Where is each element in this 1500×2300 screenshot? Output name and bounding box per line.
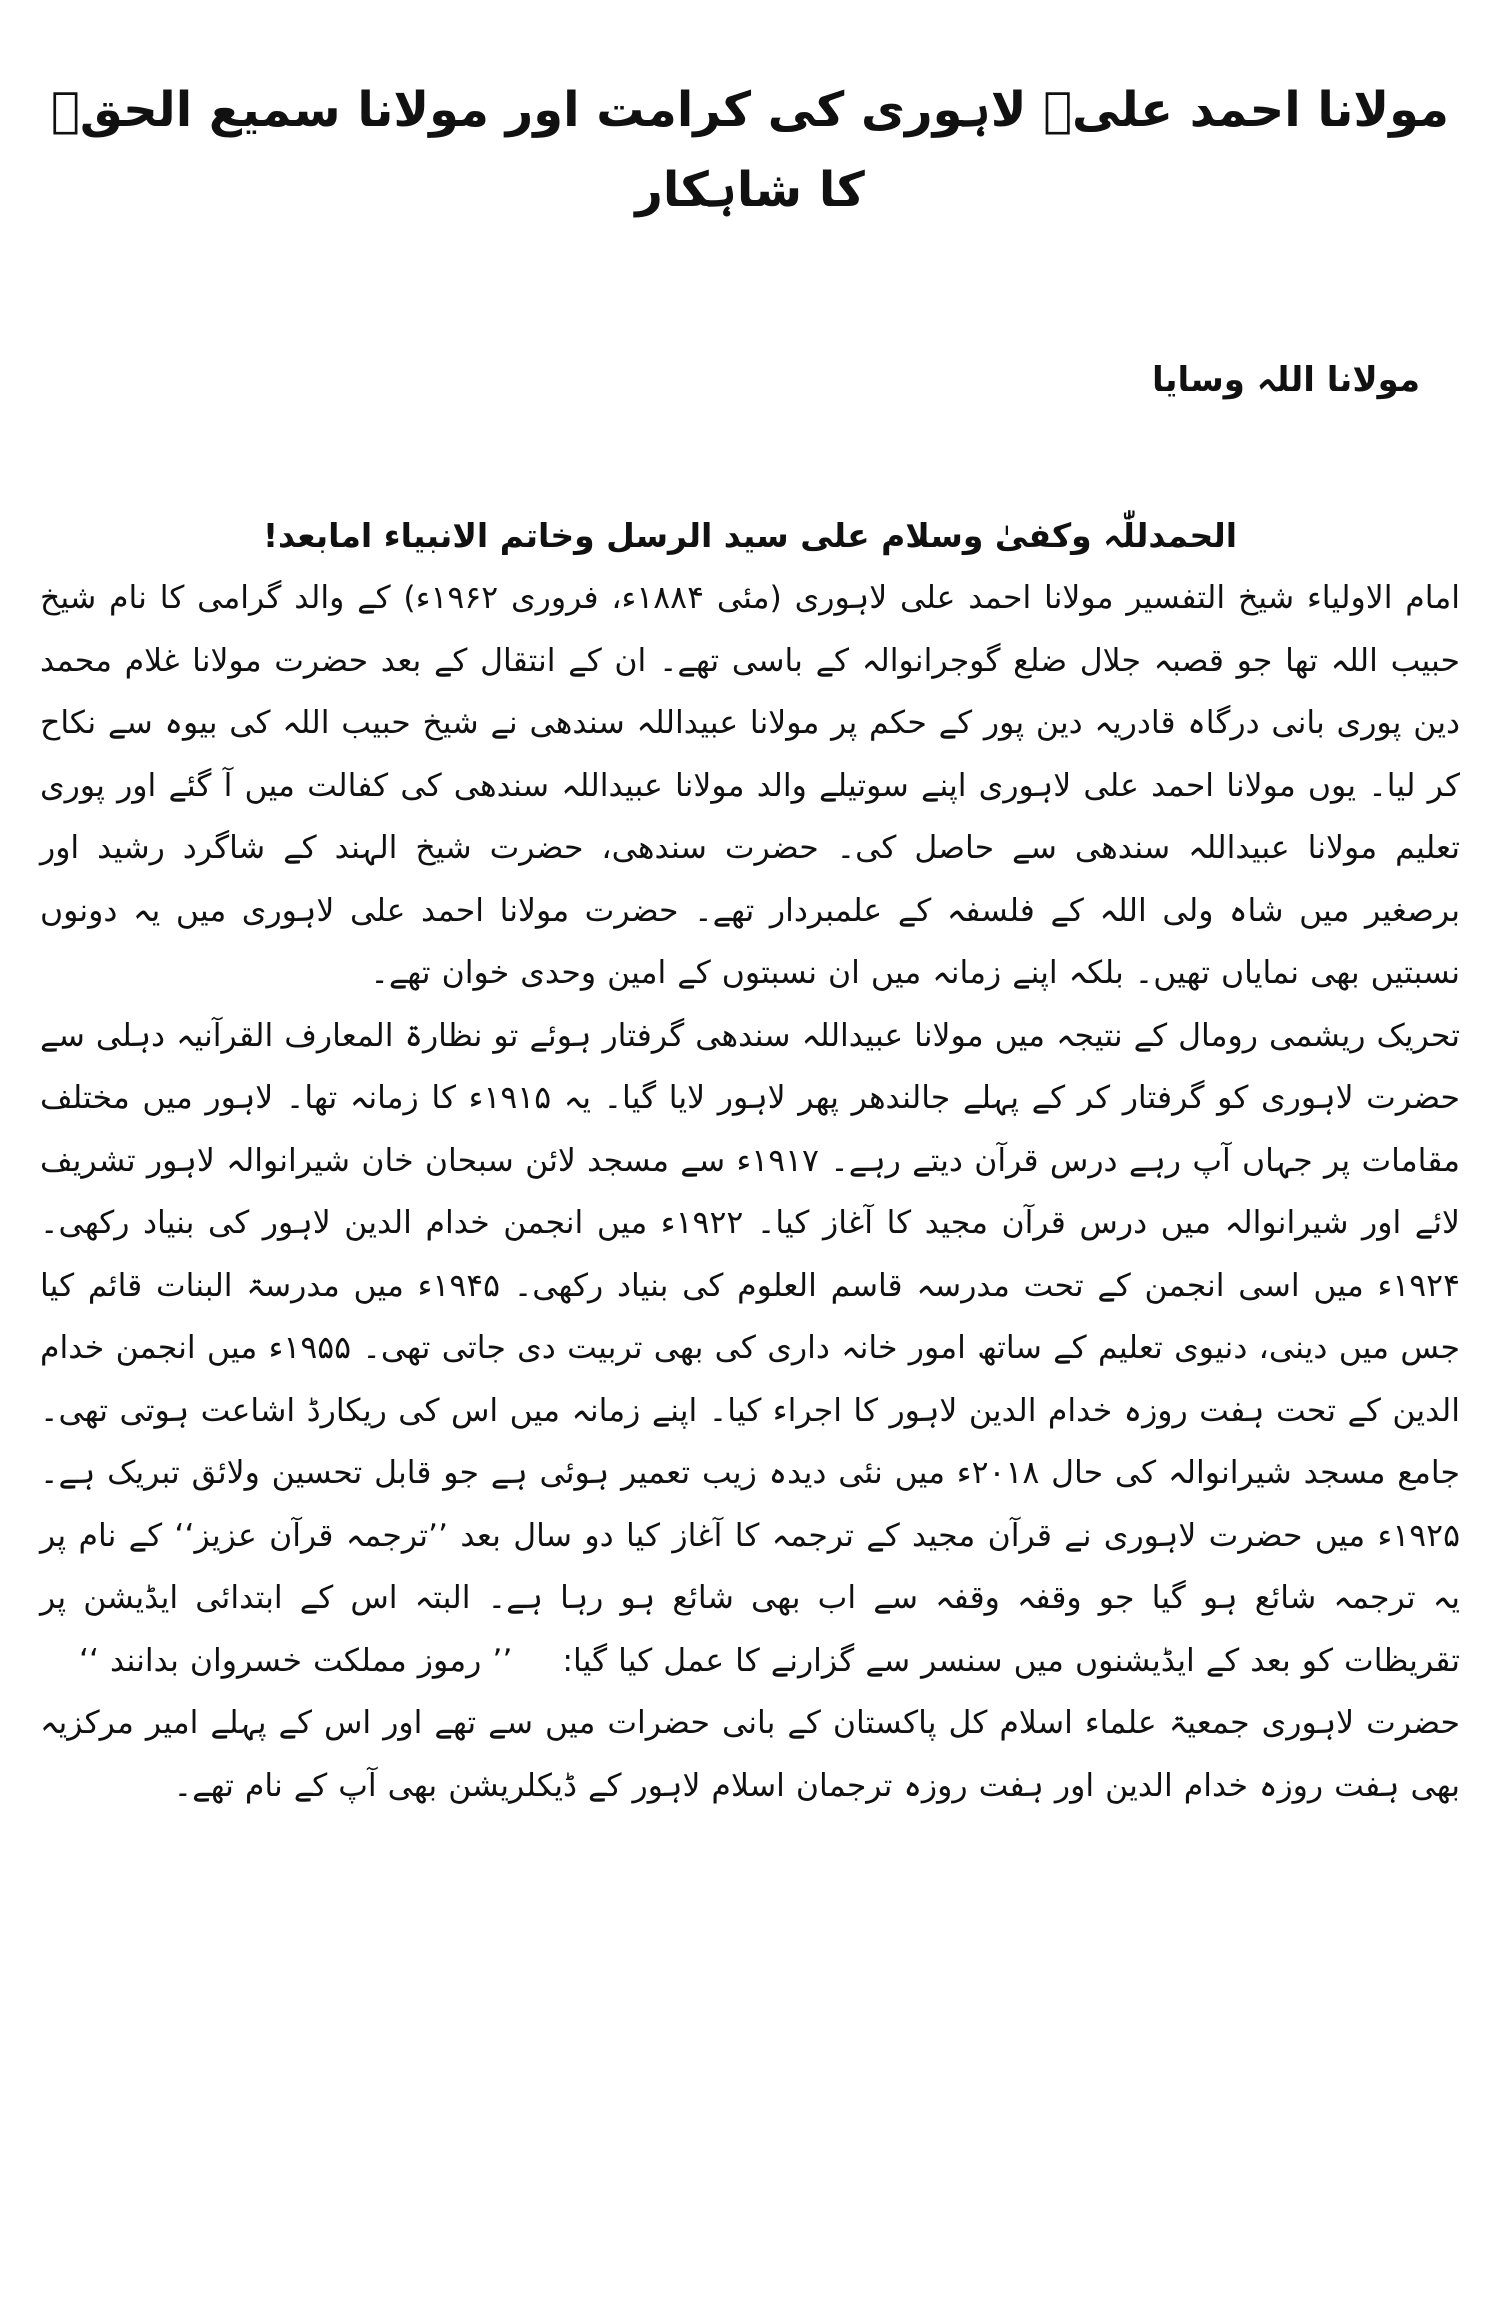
paragraph-text: تحریک ریشمی رومال کے نتیجہ میں مولانا عبیداللہ سندھی گرفتار ہوئے تو نظارۃ المعارف القرآنیہ دہلی سے حضرت لاہوری کو گرفتار کر کے پہلے جالندھر پھر لاہور لایا گیا۔ یہ ۱۹۱۵ء کا زمانہ تھا۔ لاہور میں مختلف مقامات پر جہاں آپ رہے درس قرآن دیتے رہے۔ ۱۹۱۷ء سے مسجد لائن سبحان خان شیرانوالہ لاہور تشریف لائے اور شیرانوالہ میں درس قرآن مجید کا آغاز کیا۔ ۱۹۲۲ء میں انجمن خدام الدین لاہور کی بنیاد رکھی۔ ۱۹۲۴ء میں اسی انجمن کے تحت مدرسہ قاسم العلوم کی بنیاد رکھی۔ ۱۹۴۵ء میں مدرسۃ البنات قائم کیا جس میں دینی، دنیوی تعلیم کے ساتھ امور خانہ داری کی بھی تربیت دی جاتی تھی۔ ۱۹۵۵ء میں انجمن خدام الدین کے تحت ہفت روزہ خدام الدین لاہور کا اجراء کیا۔ اپنے زمانہ میں اس کی ریکارڈ اشاعت ہوتی تھی۔ جامع مسجد شیرانوالہ کی حال ۲۰۱۸ء میں نئی دیدہ زیب تعمیر ہوئی ہے جو قابل تحسین ولائق تبریک ہے۔ ۱۹۲۵ء میں حضرت لاہوری نے قرآن مجید کے ترجمہ کا آغاز کیا دو سال بعد ’’ترجمہ قرآن عزیز‘‘ کے نام پر یہ ترجمہ شائع ہو گیا جو وقفہ وقفہ سے اب بھی شائع ہو رہا ہے۔ البتہ اس کے ابتدائی ایڈیشن پر تقریظات کو بعد کے ایڈیشنوں میں سنسر سے گزارنے کا عمل کیا گیا: <box>40 1017 1460 1679</box>
paragraph: حضرت لاہوری جمعیۃ علماء اسلام کل پاکستان کے بانی حضرات میں سے تھے اور اس کے پہلے امیر مرکزیہ بھی ہفت روزہ خدام الدین اور ہفت روزہ ترجمان اسلام لاہور کے ڈیکلریشن بھی آپ کے نام تھے۔ <box>40 1705 1460 1804</box>
article-body <box>40 567 1460 1817</box>
paragraph <box>40 1005 1460 1693</box>
persian-quote: ’’ رموز مملکت خسروان بدانند ‘‘ <box>78 1642 513 1679</box>
author-name: مولانا اللہ وسایا <box>1152 360 1420 400</box>
paragraph: امام الاولیاء شیخ التفسیر مولانا احمد علی لاہوری (مئی ۱۸۸۴ء، فروری ۱۹۶۲ء) کے والد گرامی کا نام شیخ حبیب اللہ تھا جو قصبہ جلال ضلع گوجرانوالہ کے باسی تھے۔ ان کے انتقال کے بعد حضرت مولانا غلام محمد دین پوری بانی درگاہ قادریہ دین پور کے حکم پر مولانا عبیداللہ سندھی نے شیخ حبیب اللہ کی بیوہ سے نکاح کر لیا۔ یوں مولانا احمد علی لاہوری اپنے سوتیلے والد مولانا عبیداللہ سندھی کی کفالت میں آ گئے اور پوری تعلیم مولانا عبیداللہ سندھی سے حاصل کی۔ حضرت سندھی، حضرت شیخ الہند کے شاگرد رشید اور برصغیر میں شاہ ولی اللہ کے فلسفہ کے علمبردار تھے۔ حضرت مولانا احمد علی لاہوری میں یہ دونوں نسبتیں بھی نمایاں تھیں۔ بلکہ اپنے زمانہ میں ان نسبتوں کے امین وحدی خوان تھے۔ <box>40 580 1460 991</box>
article-title: مولانا احمد علیؒ لاہوری کی کرامت اور مولانا سمیع الحقؒ کا شاہکار <box>51 82 1449 218</box>
opening-invocation: الحمدللّٰہ وکفیٰ وسلام علی سید الرسل وخاتم الانبیاء امابعد! <box>262 516 1238 555</box>
